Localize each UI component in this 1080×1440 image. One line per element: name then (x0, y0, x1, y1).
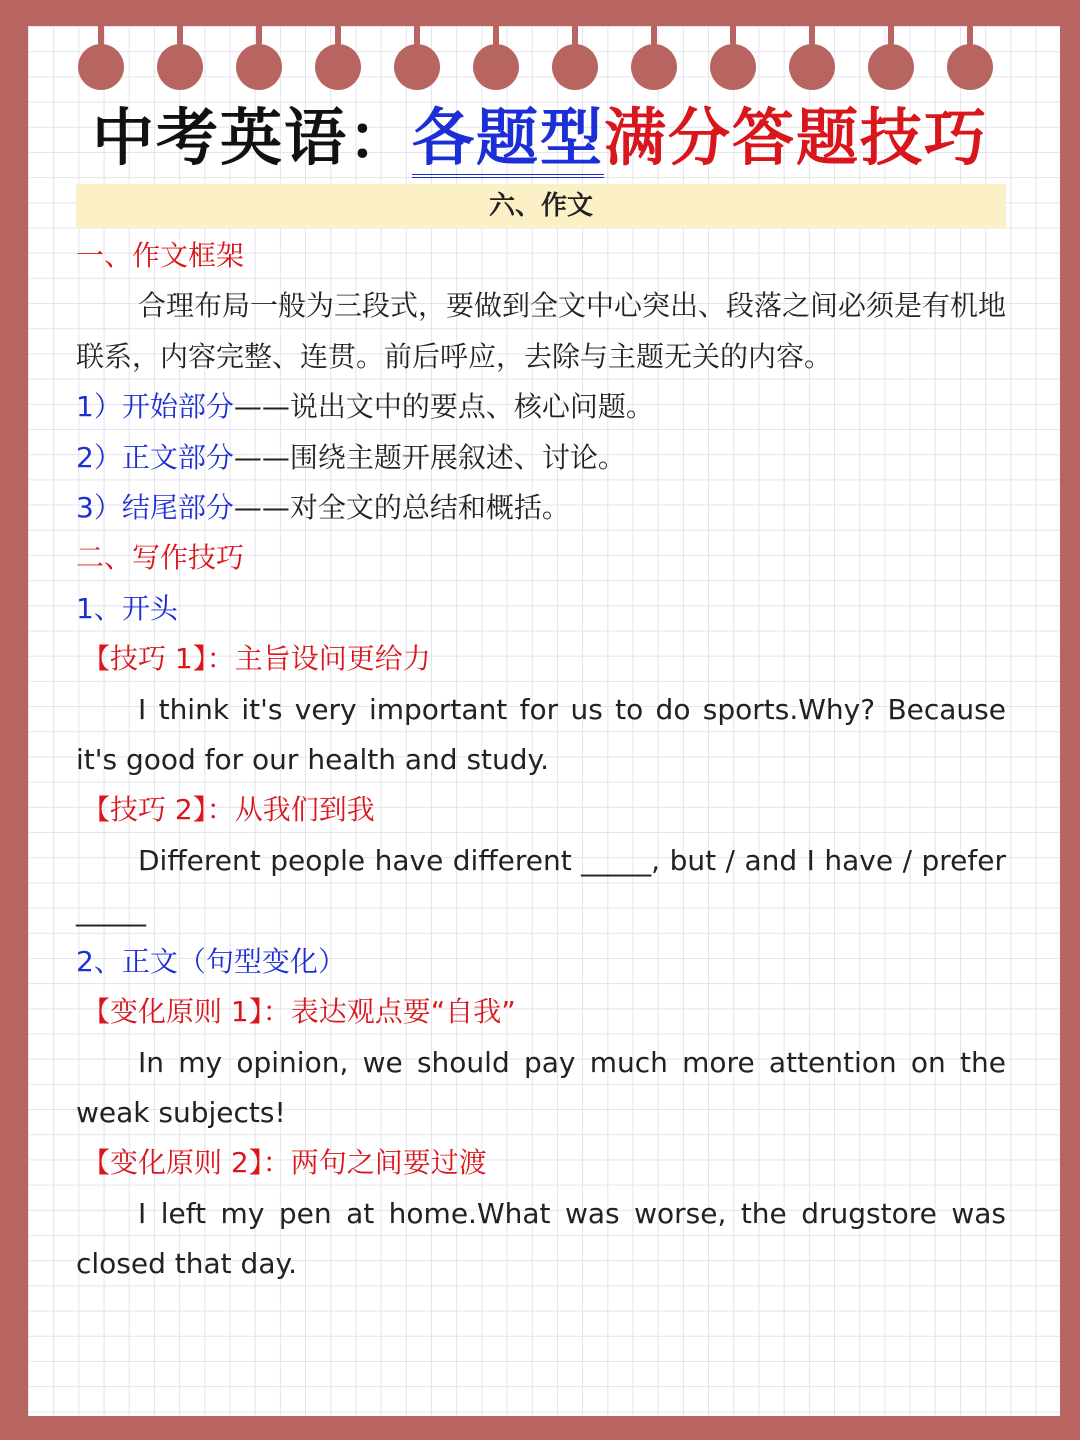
subheading-opening: 1、开头 (76, 591, 178, 625)
paragraph-framework: 合理布局一般为三段式，要做到全文中心突出、段落之间必须是有机地联系，内容完整、连贯。前后呼应，去除与主题无关的内容。 (76, 289, 1007, 373)
binder-hole (78, 44, 124, 90)
list-item-text: ——围绕主题开展叙述、讨论。 (233, 440, 626, 474)
binder-hole (868, 44, 914, 90)
list-item-label: 1）开始部分 (76, 390, 234, 424)
title-part-3: 满分答题技巧 (604, 101, 989, 174)
page-title (0, 100, 1080, 176)
list-item-label: 2）正文部分 (76, 440, 234, 474)
title-part-2: 各题型 (412, 101, 604, 178)
binder-hole (157, 44, 203, 90)
tip-4: 【变化原则 2】：两句之间要过渡 (82, 1146, 487, 1180)
example-3: In my opinion, we should pay much more attention on the weak subjects! (76, 1045, 1006, 1129)
heading-writing-tips: 二、写作技巧 (76, 541, 245, 575)
list-item-text: ——对全文的总结和概括。 (233, 491, 570, 525)
binder-holes (78, 44, 1018, 94)
list-item (76, 382, 1006, 432)
example-4: I left my pen at home.What was worse, the drugstore was closed that day. (76, 1196, 1006, 1281)
binder-hole (315, 44, 361, 90)
tip-2: 【技巧 2】：从我们到我 (82, 793, 375, 827)
list-item (76, 483, 1006, 533)
example-1: I think it's very important for us to do sports.Why? Because it's good for our health and study. (76, 692, 1006, 777)
binder-hole (631, 44, 677, 90)
binder-hole (947, 44, 993, 90)
binder-hole (552, 44, 598, 90)
heading-framework: 一、作文框架 (76, 239, 245, 272)
list-item-label: 3）结尾部分 (76, 491, 234, 525)
list-item-text: ——说出文中的要点、核心问题。 (233, 390, 654, 424)
list-item (76, 433, 1006, 483)
binder-hole (473, 44, 519, 90)
example-2: Different people have different _____, but / and I have / prefer _____ (76, 843, 1006, 928)
binder-hole (394, 44, 440, 90)
article-body (76, 231, 1006, 1290)
binder-hole (710, 44, 756, 90)
section-header: 六、作文 (76, 184, 1006, 228)
title-part-1: 中考英语： (91, 101, 412, 174)
binder-hole (236, 44, 282, 90)
tip-1: 【技巧 1】：主旨设问更给力 (82, 642, 431, 676)
subheading-body: 2、正文（句型变化） (76, 944, 346, 978)
binder-hole (789, 44, 835, 90)
tip-3: 【变化原则 1】：表达观点要“自我” (82, 995, 516, 1029)
